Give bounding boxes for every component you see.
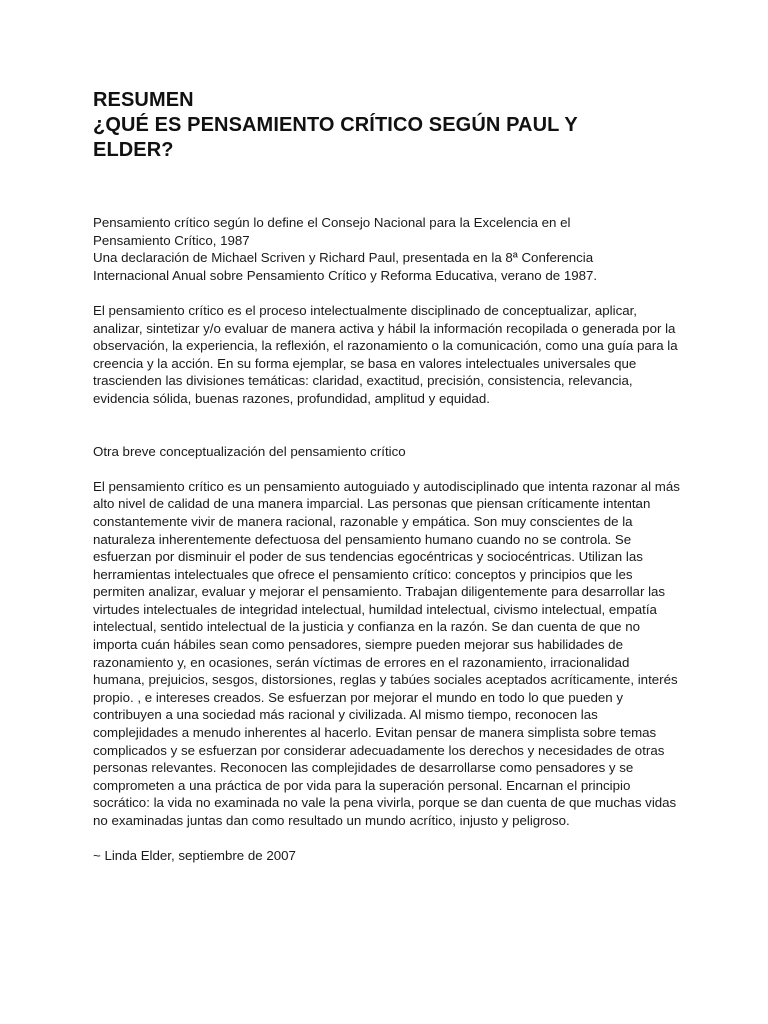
source-line: Pensamiento Crítico, 1987 <box>93 232 250 248</box>
document-page <box>93 88 683 865</box>
title-line-question: ¿QUÉ ES PENSAMIENTO CRÍTICO SEGÚN PAUL Y <box>93 114 578 136</box>
section-title: Otra breve conceptualización del pensamiento crítico <box>93 443 406 459</box>
document-title <box>93 88 683 163</box>
declaration-line: Internacional Anual sobre Pensamiento Crítico y Reforma Educativa, verano de 1987. <box>93 267 598 283</box>
source-line: Pensamiento crítico según lo define el Consejo Nacional para la Excelencia en el <box>93 215 571 230</box>
definition-paragraph: El pensamiento crítico es el proceso intelectualmente disciplinado de conceptualizar, aplicar, analizar, sintetizar y/o evaluar de manera activa y hábil la información recopilada o generada por la observación, la experiencia, la reflexión, el razonamiento o la comunicación, como una guía para la creencia y la acción. En su forma ejemplar, se basa en valores intelectuales universales que trascienden las divisiones temáticas: claridad, exactitud, precisión, consistencia, relevancia, evidencia sólida, buenas razones, profundidad, amplitud y equidad. <box>93 302 678 406</box>
declaration-line: Una declaración de Michael Scriven y Richard Paul, presentada en la 8ª Conferencia <box>93 250 594 266</box>
title-line-resumen: RESUMEN <box>93 89 194 111</box>
source-citation <box>93 214 683 284</box>
title-line-question-end: ELDER? <box>93 139 174 161</box>
signature: ~ Linda Elder, septiembre de 2007 <box>93 848 296 864</box>
elder-paragraph: El pensamiento crítico es un pensamiento autoguiado y autodisciplinado que intenta razonar al más alto nivel de calidad de una manera imparcial. Las personas que piensan críticamente intentan constantemente vivir de manera racional, razonable y empática. Son muy conscientes de la naturaleza inherentemente defectuosa del pensamiento humano cuando no se controla. Se esfuerzan por disminuir el poder de sus tendencias egocéntricas y sociocéntricas. Utilizan las herramientas intelectuales que ofrece el pensamiento crítico: conceptos y principios que les permiten analizar, evaluar y mejorar el pensamiento. Trabajan diligentemente para desarrollar las virtudes intelectuales de integridad intelectual, humildad intelectual, civismo intelectual, empatía intelectual, sentido intelectual de la justicia y confianza en la razón. Se dan cuenta de que no importa cuán hábiles sean como pensadores, siempre pueden mejorar sus habilidades de razonamiento y, en ocasiones, serán víctimas de errores en el razonamiento, irracionalidad humana, prejuicios, sesgos, distorsiones, reglas y tabúes sociales aceptados acríticamente, interés propio. , e intereses creados. Se esfuerzan por mejorar el mundo en todo lo que pueden y contribuyen a una sociedad más racional y civilizada. Al mismo tiempo, reconocen las complejidades a menudo inherentes al hacerlo. Evitan pensar de manera simplista sobre temas complicados y se esfuerzan por considerar adecuadamente los derechos y necesidades de otras personas relevantes. Reconocen las complejidades de desarrollarse como pensadores y se comprometen a una práctica de por vida para la superación personal. Encarnan el principio socrático: la vida no examinada no vale la pena vivirla, porque se dan cuenta de que muchas vidas no examinadas juntas dan como resultado un mundo acrítico, injusto y peligroso. <box>93 478 680 828</box>
